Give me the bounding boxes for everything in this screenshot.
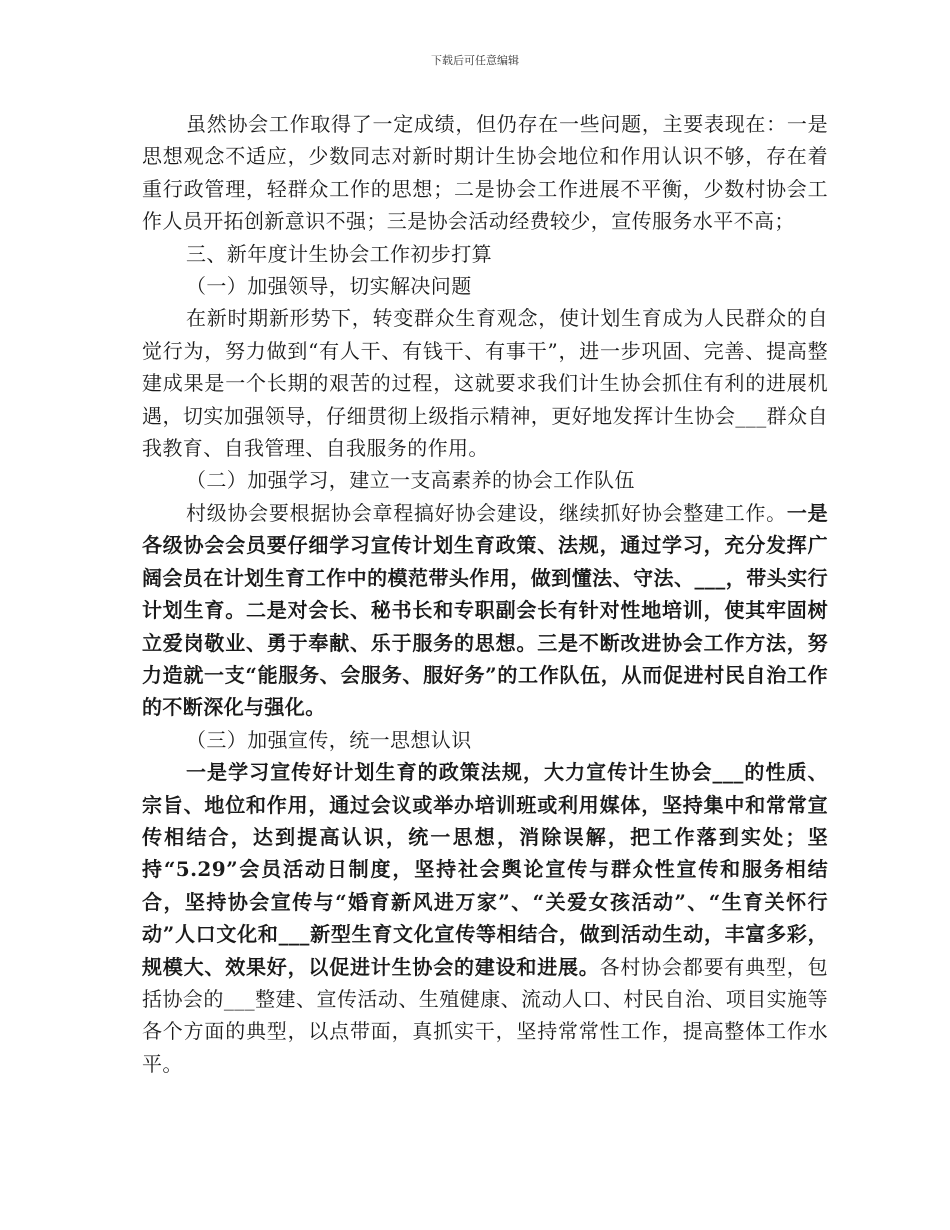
paragraph-study-bold: 一是各级协会会员要仔细学习宣传计划生育政策、法规，通过学习，充分发挥广阔会员在计划生育工作中的模范带头作用，做到懂法、守法、___，带头实行计划生育。二是对会长、秘书长和专职副会长有针对性地培训，使其牢固树立爱岗敬业、勇于奉献、乐于服务的思想。三是不断改进协会工作方法，努力造就一支“能服务、会服务、服好务”的工作队伍，从而促进村民自治工作的不断深化与强化。: [142, 500, 828, 720]
paragraph-study: [142, 497, 828, 724]
section-heading-plan: 三、新年度计生协会工作初步打算: [186, 241, 492, 266]
subsection-heading-study: （二）加强学习，建立一支高素养的协会工作队伍: [186, 468, 635, 493]
paragraph-leadership: 在新时期新形势下，转变群众生育观念，使计划生育成为人民群众的自觉行为，努力做到“有人干、有钱干、有事干”，进一步巩固、完善、提高整建成果是一个长期的艰苦的过程，这就要求我们计生协会抓住有利的进展机遇，切实加强领导，仔细贯彻上级指示精神，更好地发挥计生协会___群众自我教育、自我管理、自我服务的作用。: [142, 306, 828, 461]
document-body: [142, 108, 828, 1080]
paragraph-publicity-bold: 一是学习宣传好计划生育的政策法规，大力宣传计生协会___的性质、宗旨、地位和作用，通过会议或举办培训班或利用媒体，坚持集中和常常宣传相结合，达到提高认识，统一思想，消除误解，把工作落到实处；坚持“5.29”会员活动日制度，坚持社会舆论宣传与群众性宣传和服务相结合，坚持协会宣传与“婚育新风进万家”、“关爱女孩活动”、“生育关怀行动”人口文化和___新型生育文化宣传等相结合，做到活动生动，丰富多彩，规模大、效果好，以促进计生协会的建设和进展。: [142, 760, 828, 979]
paragraph-problems: 虽然协会工作取得了一定成绩，但仍存在一些问题，主要表现在：一是思想观念不适应，少数同志对新时期计生协会地位和作用认识不够，存在着重行政管理，轻群众工作的思想；二是协会工作进展不平衡，少数村协会工作人员开拓创新意识不强；三是协会活动经费较少，宣传服务水平不高；: [142, 112, 828, 234]
paragraph-study-lead: 村级协会要根据协会章程搞好协会建设，继续抓好协会整建工作。: [186, 500, 787, 525]
subsection-heading-leadership: （一）加强领导，切实解决问题: [186, 274, 472, 299]
subsection-heading-publicity: （三）加强宣传，统一思想认识: [186, 727, 472, 752]
paragraph-publicity-tail: 各村协会都要有典型，包括协会的___整建、宣传活动、生殖健康、流动人口、村民自治、项目实施等各个方面的典型，以点带面，真抓实干，坚持常常性工作，提高整体工作水平。: [142, 954, 828, 1076]
paragraph-publicity: [142, 756, 828, 1080]
page-header-note: 下载后可任意编辑: [431, 54, 519, 67]
